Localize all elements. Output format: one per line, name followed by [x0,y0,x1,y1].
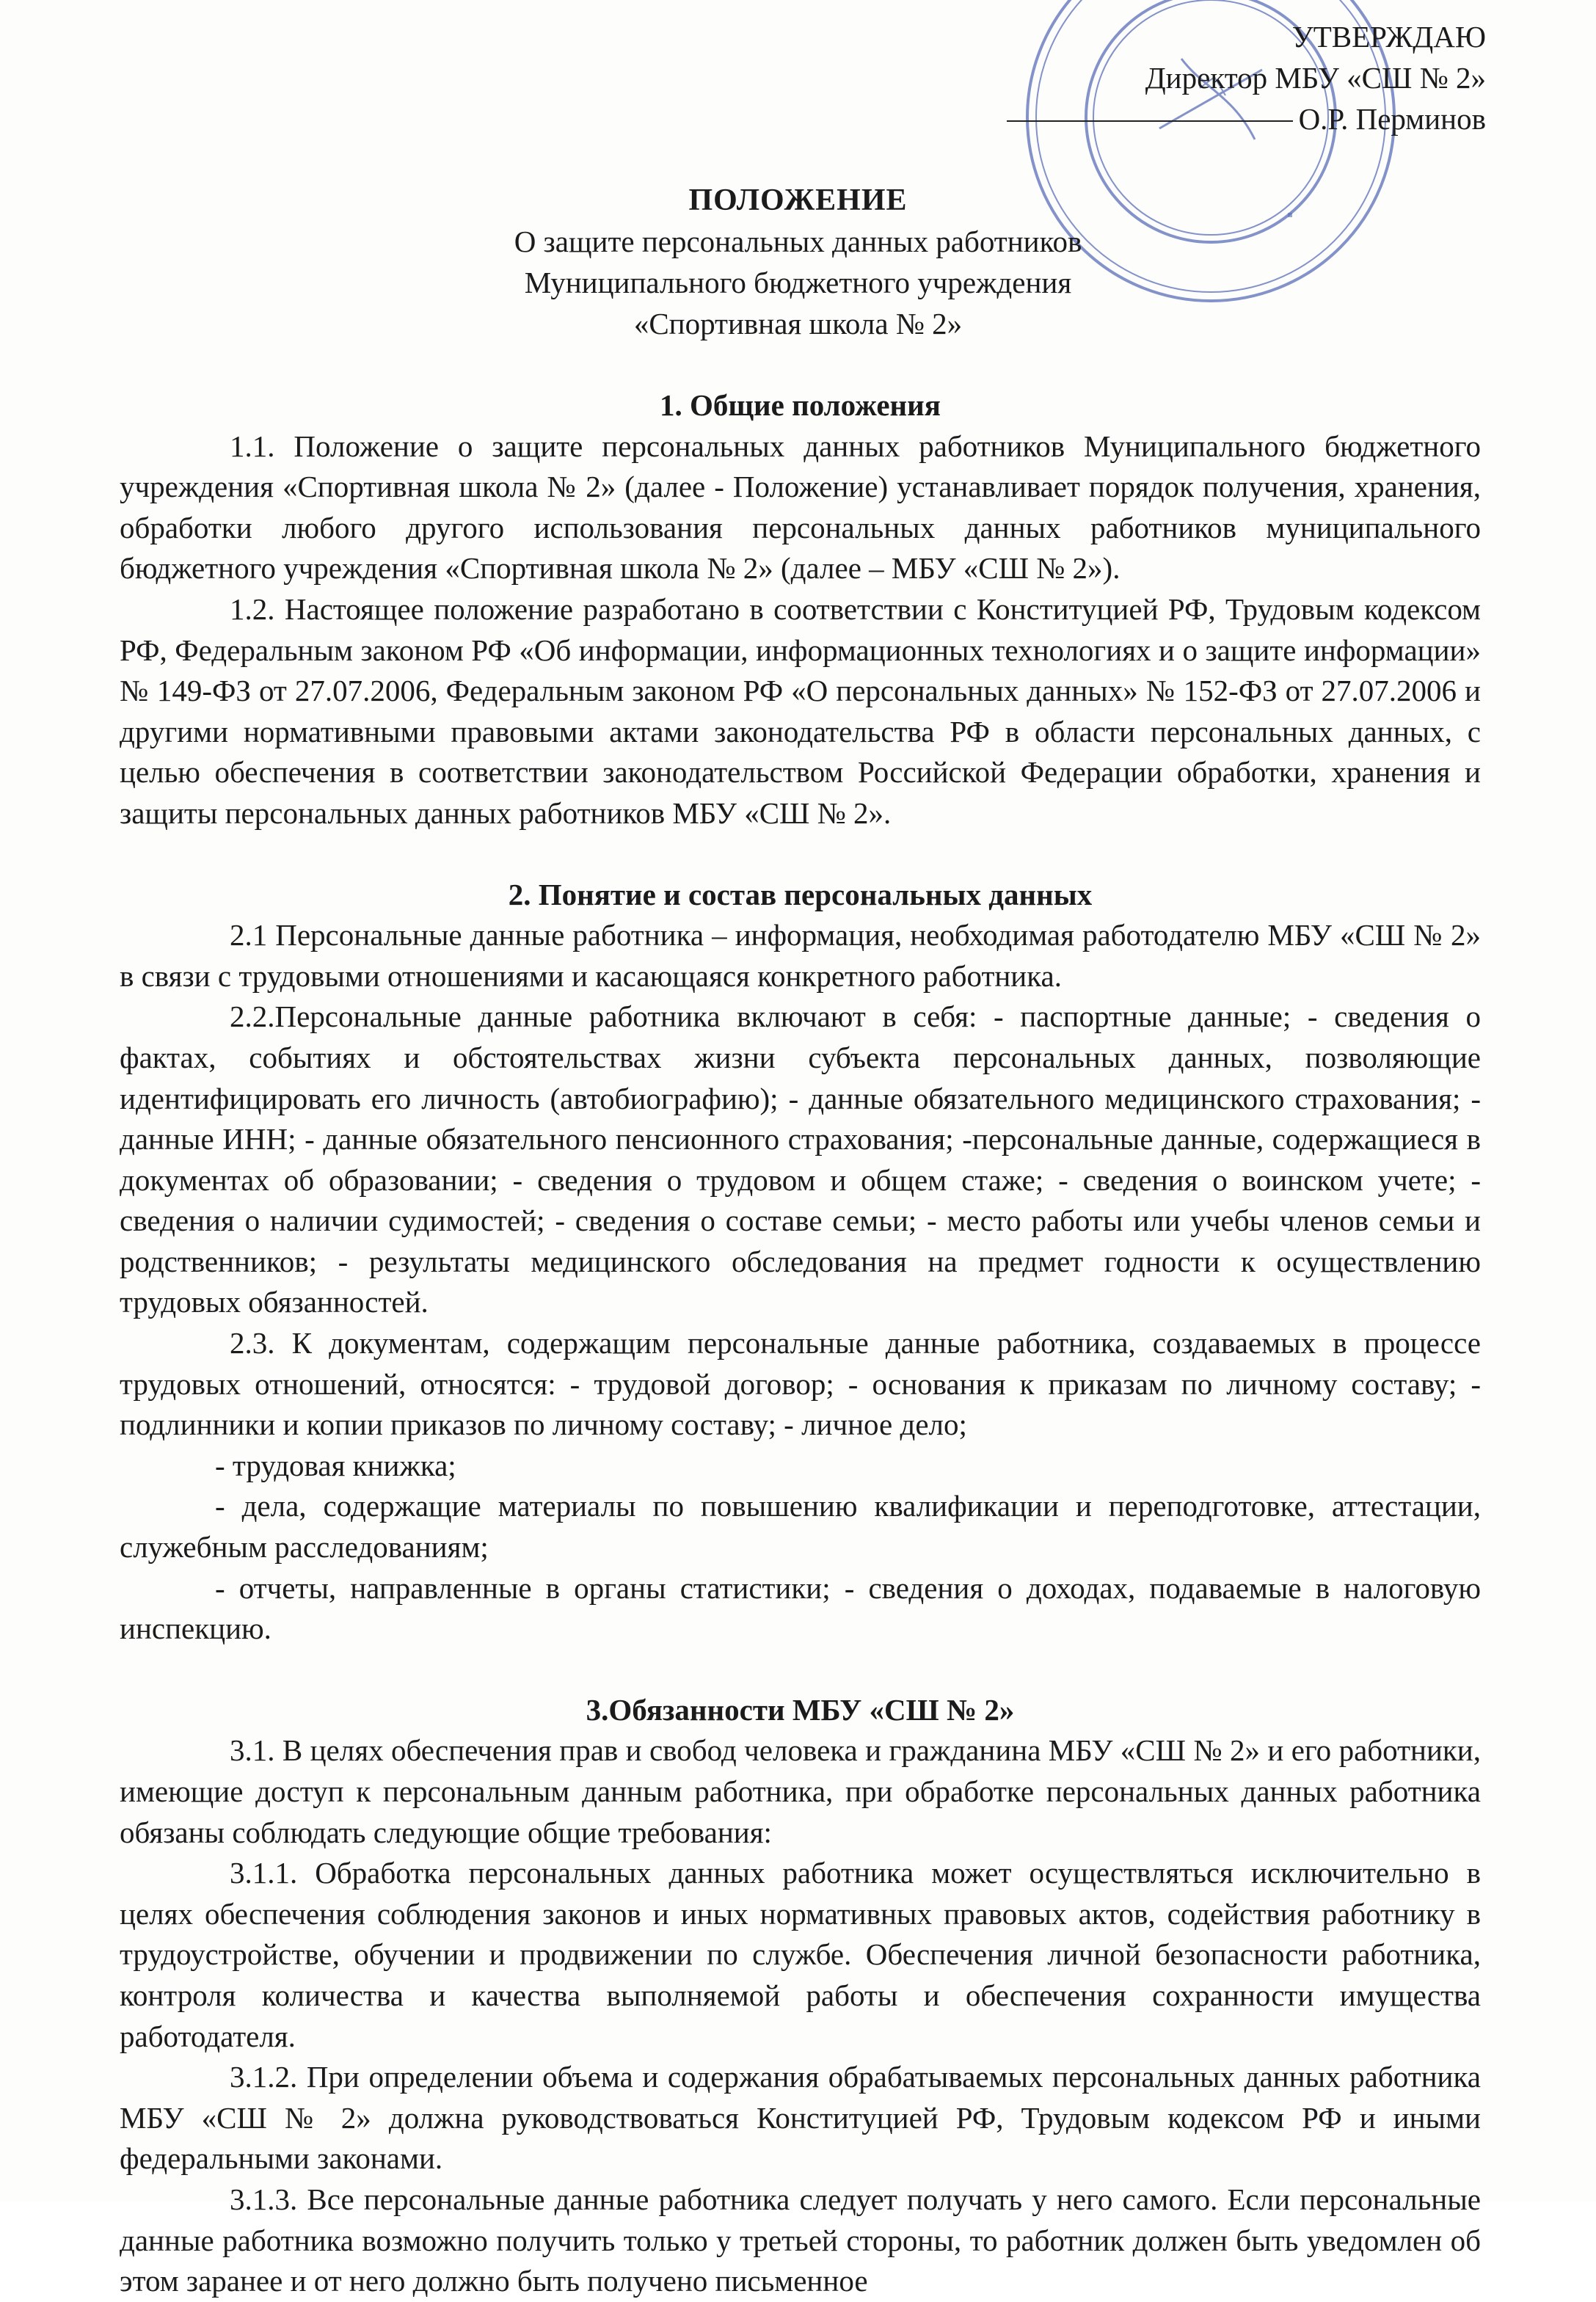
approval-word: УТВЕРЖДАЮ [1291,20,1486,54]
paragraph-3-1: 3.1. В целях обеспечения прав и свобод человека и гражданина МБУ «СШ № 2» и его работники, имеющие доступ к персональным данным работника, при обработке персональных данных работника обязаны соблюдать следующие общие требования: [120,1733,1481,1849]
approval-name: О.Р. Перминов [1298,102,1486,136]
spacer [120,834,1481,875]
paragraph-2-3-item-2: - дела, содержащие материалы по повышению квалификации и переподготовке, аттестации, служебным расследованиям; [120,1489,1481,1565]
document-title-block [0,180,1596,344]
paragraph-2-3-item-3: - отчеты, направленные в органы статистики; - сведения о доходах, подаваемые в налоговую инспекцию. [120,1570,1481,1646]
title-line-3: «Спортивная школа № 2» [633,307,963,340]
document-body [120,385,1481,2302]
paragraph-2-3-item-1: - трудовая книжка; [215,1448,456,1482]
paragraph-3-1-1: 3.1.1. Обработка персональных данных работника может осуществляться исключительно в целях обеспечения соблюдения законов и иных нормативных правовых актов, содействия работнику в трудоустройстве, обучении и продвижении по службе. Обеспечения личной безопасности работника, контроля количества и качества выполняемой работы и обеспечения сохранности имущества работодателя. [120,1856,1481,2053]
title-line-1: О защите персональных данных работников [514,225,1082,258]
approval-position: Директор МБУ «СШ № 2» [1145,61,1486,95]
spacer [120,1650,1481,1690]
signature-line [1007,120,1293,122]
title-line-2: Муниципального бюджетного учреждения [524,266,1072,299]
paragraph-3-1-2: 3.1.2. При определении объема и содержания обрабатываемых персональных данных работника МБУ «СШ № 2» должна руководствоваться Конституцией РФ, Трудовым кодексом РФ и иными федеральными законами. [120,2060,1481,2176]
section-1-heading: 1. Общие положения [660,388,941,422]
paragraph-1-1: 1.1. Положение о защите персональных данных работников Муниципального бюджетного учреждения «Спортивная школа № 2» (далее - Положение) устанавливает порядок получения, хранения, обработки любого другого использования персональных данных работников муниципального бюджетного учреждения «Спортивная школа № 2» (далее – МБУ «СШ № 2»). [120,429,1481,586]
paragraph-2-1: 2.1 Персональные данные работника – информация, необходимая работодателю МБУ «СШ № 2» в связи с трудовыми отношениями и касающаяся конкретного работника. [120,918,1481,993]
section-3-heading: 3.Обязанности МБУ «СШ № 2» [586,1692,1015,1727]
document-title: ПОЛОЖЕНИЕ [688,183,908,217]
section-2-heading: 2. Понятие и состав персональных данных [508,877,1093,911]
paragraph-2-2: 2.2.Персональные данные работника включают в себя: - паспортные данные; - сведения о фактах, событиях и обстоятельствах жизни субъекта персональных данных, позволяющие идентифицировать его личность (автобиографию); - данные обязательного медицинского страхования; - данные ИНН; - данные обязательного пенсионного страхования; -персональные данные, содержащиеся в документах об образовании; - сведения о трудовом и общем стаже; - сведения о воинском учете; - сведения о наличии судимостей; - сведения о составе семьи; - место работы или учебы членов семьи и родственников; - результаты медицинского обследования на предмет годности к осуществлению трудовых обязанностей. [120,999,1481,1319]
paragraph-3-1-3: 3.1.3. Все персональные данные работника следует получать у него самого. Если персональные данные работника возможно получить только у третьей стороны, то работник должен быть уведомлен об этом заранее и от него должно быть получено письменное [120,2182,1481,2298]
approval-block [1007,16,1486,139]
paragraph-2-3: 2.3. К документам, содержащим персональные данные работника, создаваемых в процессе трудовых отношений, относятся: - трудовой договор; - основания к приказам по личному составу; - подлинники и копии приказов по личному составу; - личное дело; [120,1326,1481,1442]
paragraph-1-2: 1.2. Настоящее положение разработано в соответствии с Конституцией РФ, Трудовым кодексом РФ, Федеральным законом РФ «Об информации, информационных технологиях и о защите информации» № 149-ФЗ от 27.07.2006, Федеральным законом РФ «О персональных данных» № 152-ФЗ от 27.07.2006 и другими нормативными правовыми актами законодательства РФ в области персональных данных, с целью обеспечения в соответствии законодательством Российской Федерации обработки, хранения и защиты персональных данных работников МБУ «СШ № 2». [120,591,1481,830]
approval-signature-row [1007,98,1486,139]
